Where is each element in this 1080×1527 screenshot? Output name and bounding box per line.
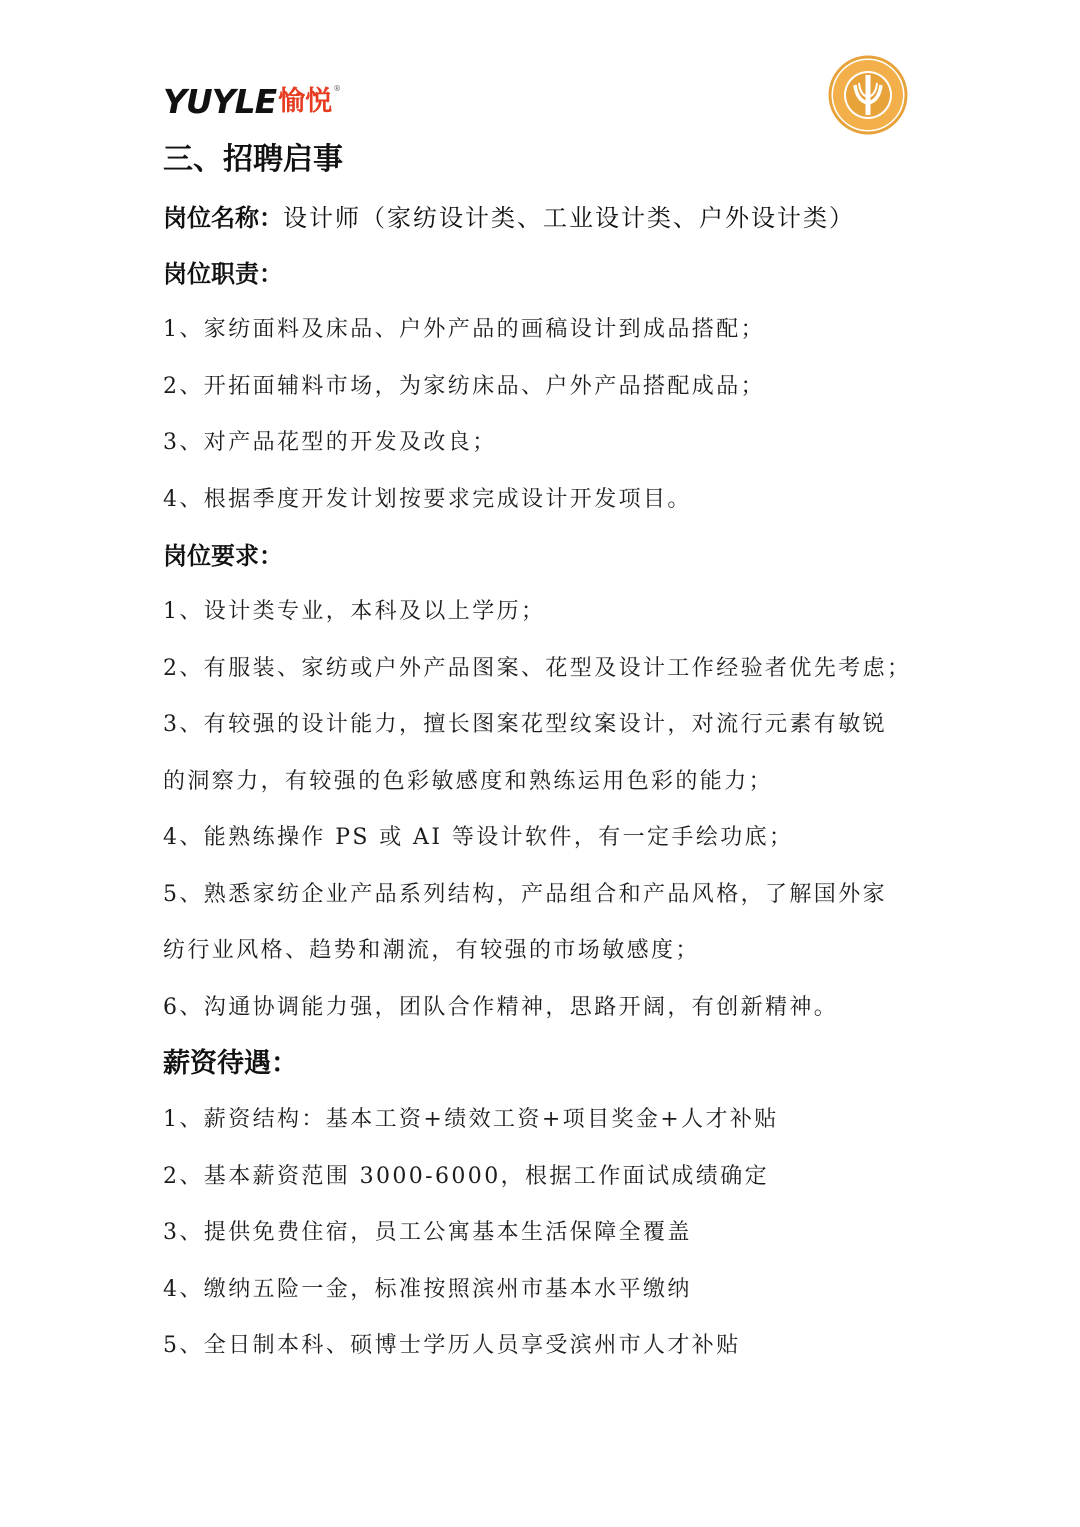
requirement-line: 4、能熟练操作 PS 或 AI 等设计软件，有一定手绘功底；	[163, 825, 794, 850]
position-name	[163, 190, 923, 246]
benefit-item: 4、缴纳五险一金，标准按照滨州市基本水平缴纳	[163, 1276, 692, 1302]
benefit-item: 2、基本薪资范围 3000-6000，根据工作面试成绩确定	[163, 1163, 770, 1189]
requirement-line: 的洞察力，有较强的色彩敏感度和熟练运用色彩的能力；	[163, 768, 774, 794]
requirement-line: 纺行业风格、趋势和潮流，有较强的市场敏感度；	[163, 938, 700, 963]
position-label: 岗位名称：	[163, 204, 283, 232]
benefit-item: 5、全日制本科、硕博士学历人员享受滨州市人才补贴	[163, 1333, 741, 1358]
duty-item: 4、根据季度开发计划按要求完成设计开发项目。	[163, 486, 692, 512]
position-value: 设计师（家纺设计类、工业设计类、户外设计类）	[283, 204, 855, 232]
requirement-line: 5、熟悉家纺企业产品系列结构，产品组合和产品风格，了解国外家	[163, 881, 887, 907]
duty-item: 2、开拓面辅料市场，为家纺床品、户外产品搭配成品；	[163, 373, 765, 399]
registered-mark: ®	[333, 84, 342, 93]
requirement-line: 3、有较强的设计能力，擅长图案花型纹案设计，对流行元素有敏锐	[163, 712, 887, 737]
page-title: 三、招聘启事	[163, 142, 343, 177]
company-logo	[163, 82, 341, 122]
requirement-line: 6、沟通协调能力强，团队合作精神，思路开阔，有创新精神。	[163, 994, 839, 1020]
benefits-heading: 薪资待遇：	[163, 1048, 298, 1079]
benefit-item: 3、提供免费住宿，员工公寓基本生活保障全覆盖	[163, 1220, 692, 1245]
logo-latin-text: YUYLE	[163, 82, 277, 121]
requirement-line: 1、设计类专业，本科及以上学历；	[163, 599, 546, 624]
benefit-item: 1、薪资结构：基本工资+绩效工资+项目奖金+人才补贴	[163, 1107, 779, 1132]
logo-chinese-text: 愉悦	[278, 86, 333, 117]
university-seal-icon	[828, 55, 908, 135]
requirement-line: 2、有服装、家纺或户外产品图案、花型及设计工作经验者优先考虑；	[163, 655, 912, 681]
duty-item: 1、家纺面料及床品、户外产品的画稿设计到成品搭配；	[163, 317, 765, 342]
duties-heading: 岗位职责：	[163, 260, 283, 288]
recruitment-content	[163, 190, 923, 1375]
duty-item: 3、对产品花型的开发及改良；	[163, 430, 497, 455]
requirements-heading: 岗位要求：	[163, 542, 283, 570]
